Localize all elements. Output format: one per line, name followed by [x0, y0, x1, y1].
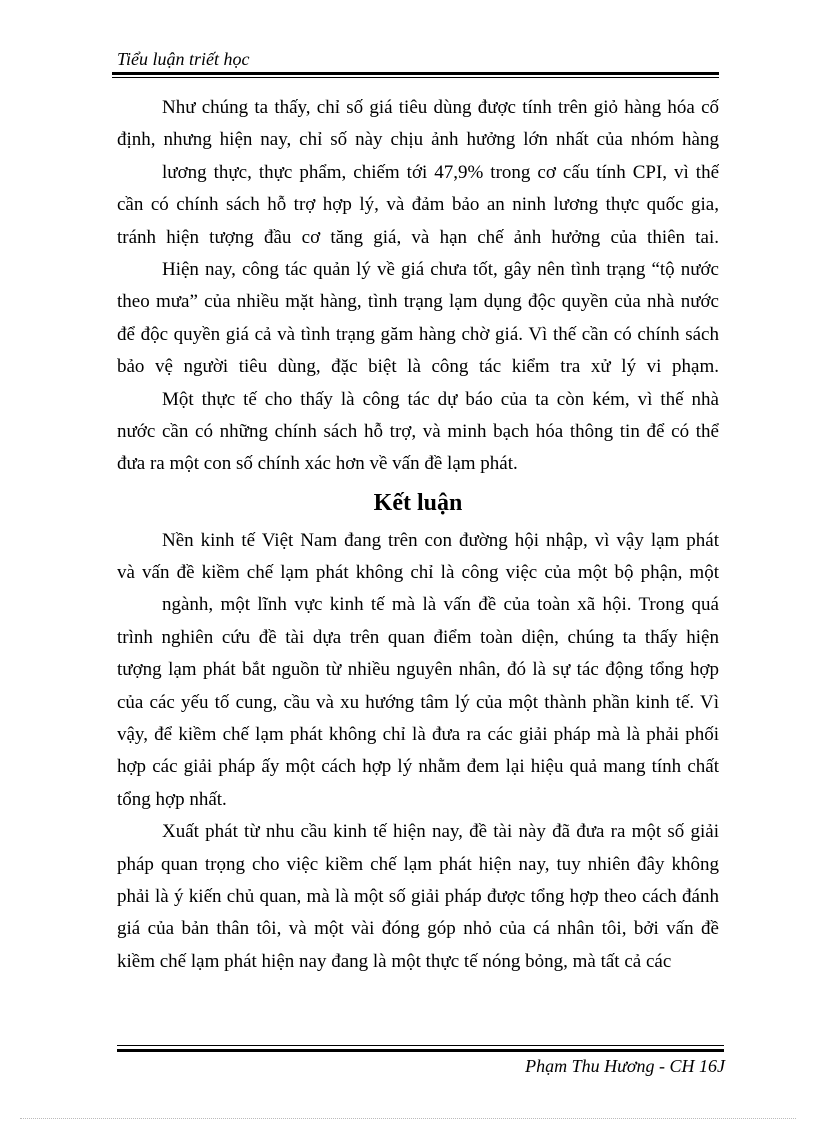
text-line: pháp quan trọng cho việc kiềm chế lạm phát hiện nay, tuy nhiên đây không: [117, 853, 719, 875]
text-line: vậy, để kiềm chế lạm phát không chỉ là đưa ra các giải pháp mà là phải phối: [117, 724, 719, 746]
text-line: lương thực, thực phẩm, chiếm tới 47,9% trong cơ cấu tính CPI, vì thế: [162, 161, 719, 183]
paragraph-price-management: [117, 254, 719, 384]
document-body: [117, 92, 719, 978]
paragraph-conclusion: [117, 525, 719, 817]
text-line: Như chúng ta thấy, chỉ số giá tiêu dùng được tính trên giỏ hàng hóa cố: [162, 97, 719, 118]
text-line: kiềm chế lạm phát hiện nay đang là một thực tế nóng bỏng, mà tất cả các: [117, 950, 672, 972]
text-line: và vấn đề kiềm chế lạm phát không chỉ là công việc của một bộ phận, một: [117, 562, 719, 584]
page-edge: [20, 1118, 796, 1119]
footer-author: Phạm Thu Hương - CH 16J: [525, 1056, 725, 1076]
text-line: theo mưa” của nhiều mặt hàng, tình trạng lạm dụng độc quyền của nhà nước: [117, 291, 719, 313]
text-line: Xuất phát từ nhu cầu kinh tế hiện nay, đề tài này đã đưa ra một số giải: [162, 821, 719, 843]
text-line: nước cần có những chính sách hỗ trợ, và minh bạch hóa thông tin để có thể: [117, 420, 719, 442]
text-line: tượng lạm phát bắt nguồn từ nhiều nguyên nhân, đó là sự tác động tổng hợp: [117, 659, 719, 681]
paragraph-solutions: [117, 816, 719, 978]
text-line: của các yếu tố cung, cầu và xu hướng tâm lý của một thành phần kinh tế. Vì: [117, 691, 719, 713]
text-line: trình nghiên cứu đề tài dựa trên quan điểm toàn diện, chúng ta thấy hiện: [117, 626, 719, 648]
header-rule-thick: [112, 72, 719, 75]
section-heading: Kết luận: [373, 489, 463, 516]
text-line: ngành, một lĩnh vực kinh tế mà là vấn đề của toàn xã hội. Trong quá: [162, 594, 719, 616]
header-title: Tiểu luận triết học: [117, 49, 250, 69]
footer-rule-thin: [117, 1045, 724, 1046]
text-line: Một thực tế cho thấy là công tác dự báo của ta còn kém, vì thế nhà: [162, 388, 719, 410]
footer-rule-thick: [117, 1049, 724, 1052]
header-rule-thin: [112, 77, 719, 78]
paragraph-forecasting: [117, 384, 719, 481]
text-line: tổng hợp nhất.: [117, 788, 227, 810]
text-line: Hiện nay, công tác quản lý về giá chưa tốt, gây nên tình trạng “tộ nước: [162, 258, 719, 280]
text-line: giá của bản thân tôi, và một vài đóng góp nhỏ của cá nhân tôi, bởi vấn đề: [117, 918, 719, 940]
text-line: tránh hiện tượng đầu cơ tăng giá, và hạn chế ảnh hưởng của thiên tai.: [117, 226, 719, 248]
text-line: để độc quyền giá cả và tình trạng găm hàng chờ giá. Vì thế cần có chính sách: [117, 323, 719, 345]
text-line: phải là ý kiến chủ quan, mà là một số giải pháp được tổng hợp theo cách đánh: [117, 885, 719, 907]
text-line: cần có chính sách hỗ trợ hợp lý, và đảm bảo an ninh lương thực quốc gia,: [117, 194, 719, 216]
text-line: đưa ra một con số chính xác hơn về vấn đề lạm phát.: [117, 453, 518, 475]
text-line: bảo vệ người tiêu dùng, đặc biệt là công tác kiểm tra xử lý vi phạm.: [117, 356, 719, 378]
text-line: hợp các giải pháp ấy một cách hợp lý nhằm đem lại hiệu quả mang tính chất: [117, 756, 719, 778]
paragraph-cpi: [117, 92, 719, 254]
text-line: định, nhưng hiện nay, chỉ số này chịu ảnh hưởng lớn nhất của nhóm hàng: [117, 129, 719, 151]
text-line: Nền kinh tế Việt Nam đang trên con đường hội nhập, vì vậy lạm phát: [162, 529, 719, 551]
